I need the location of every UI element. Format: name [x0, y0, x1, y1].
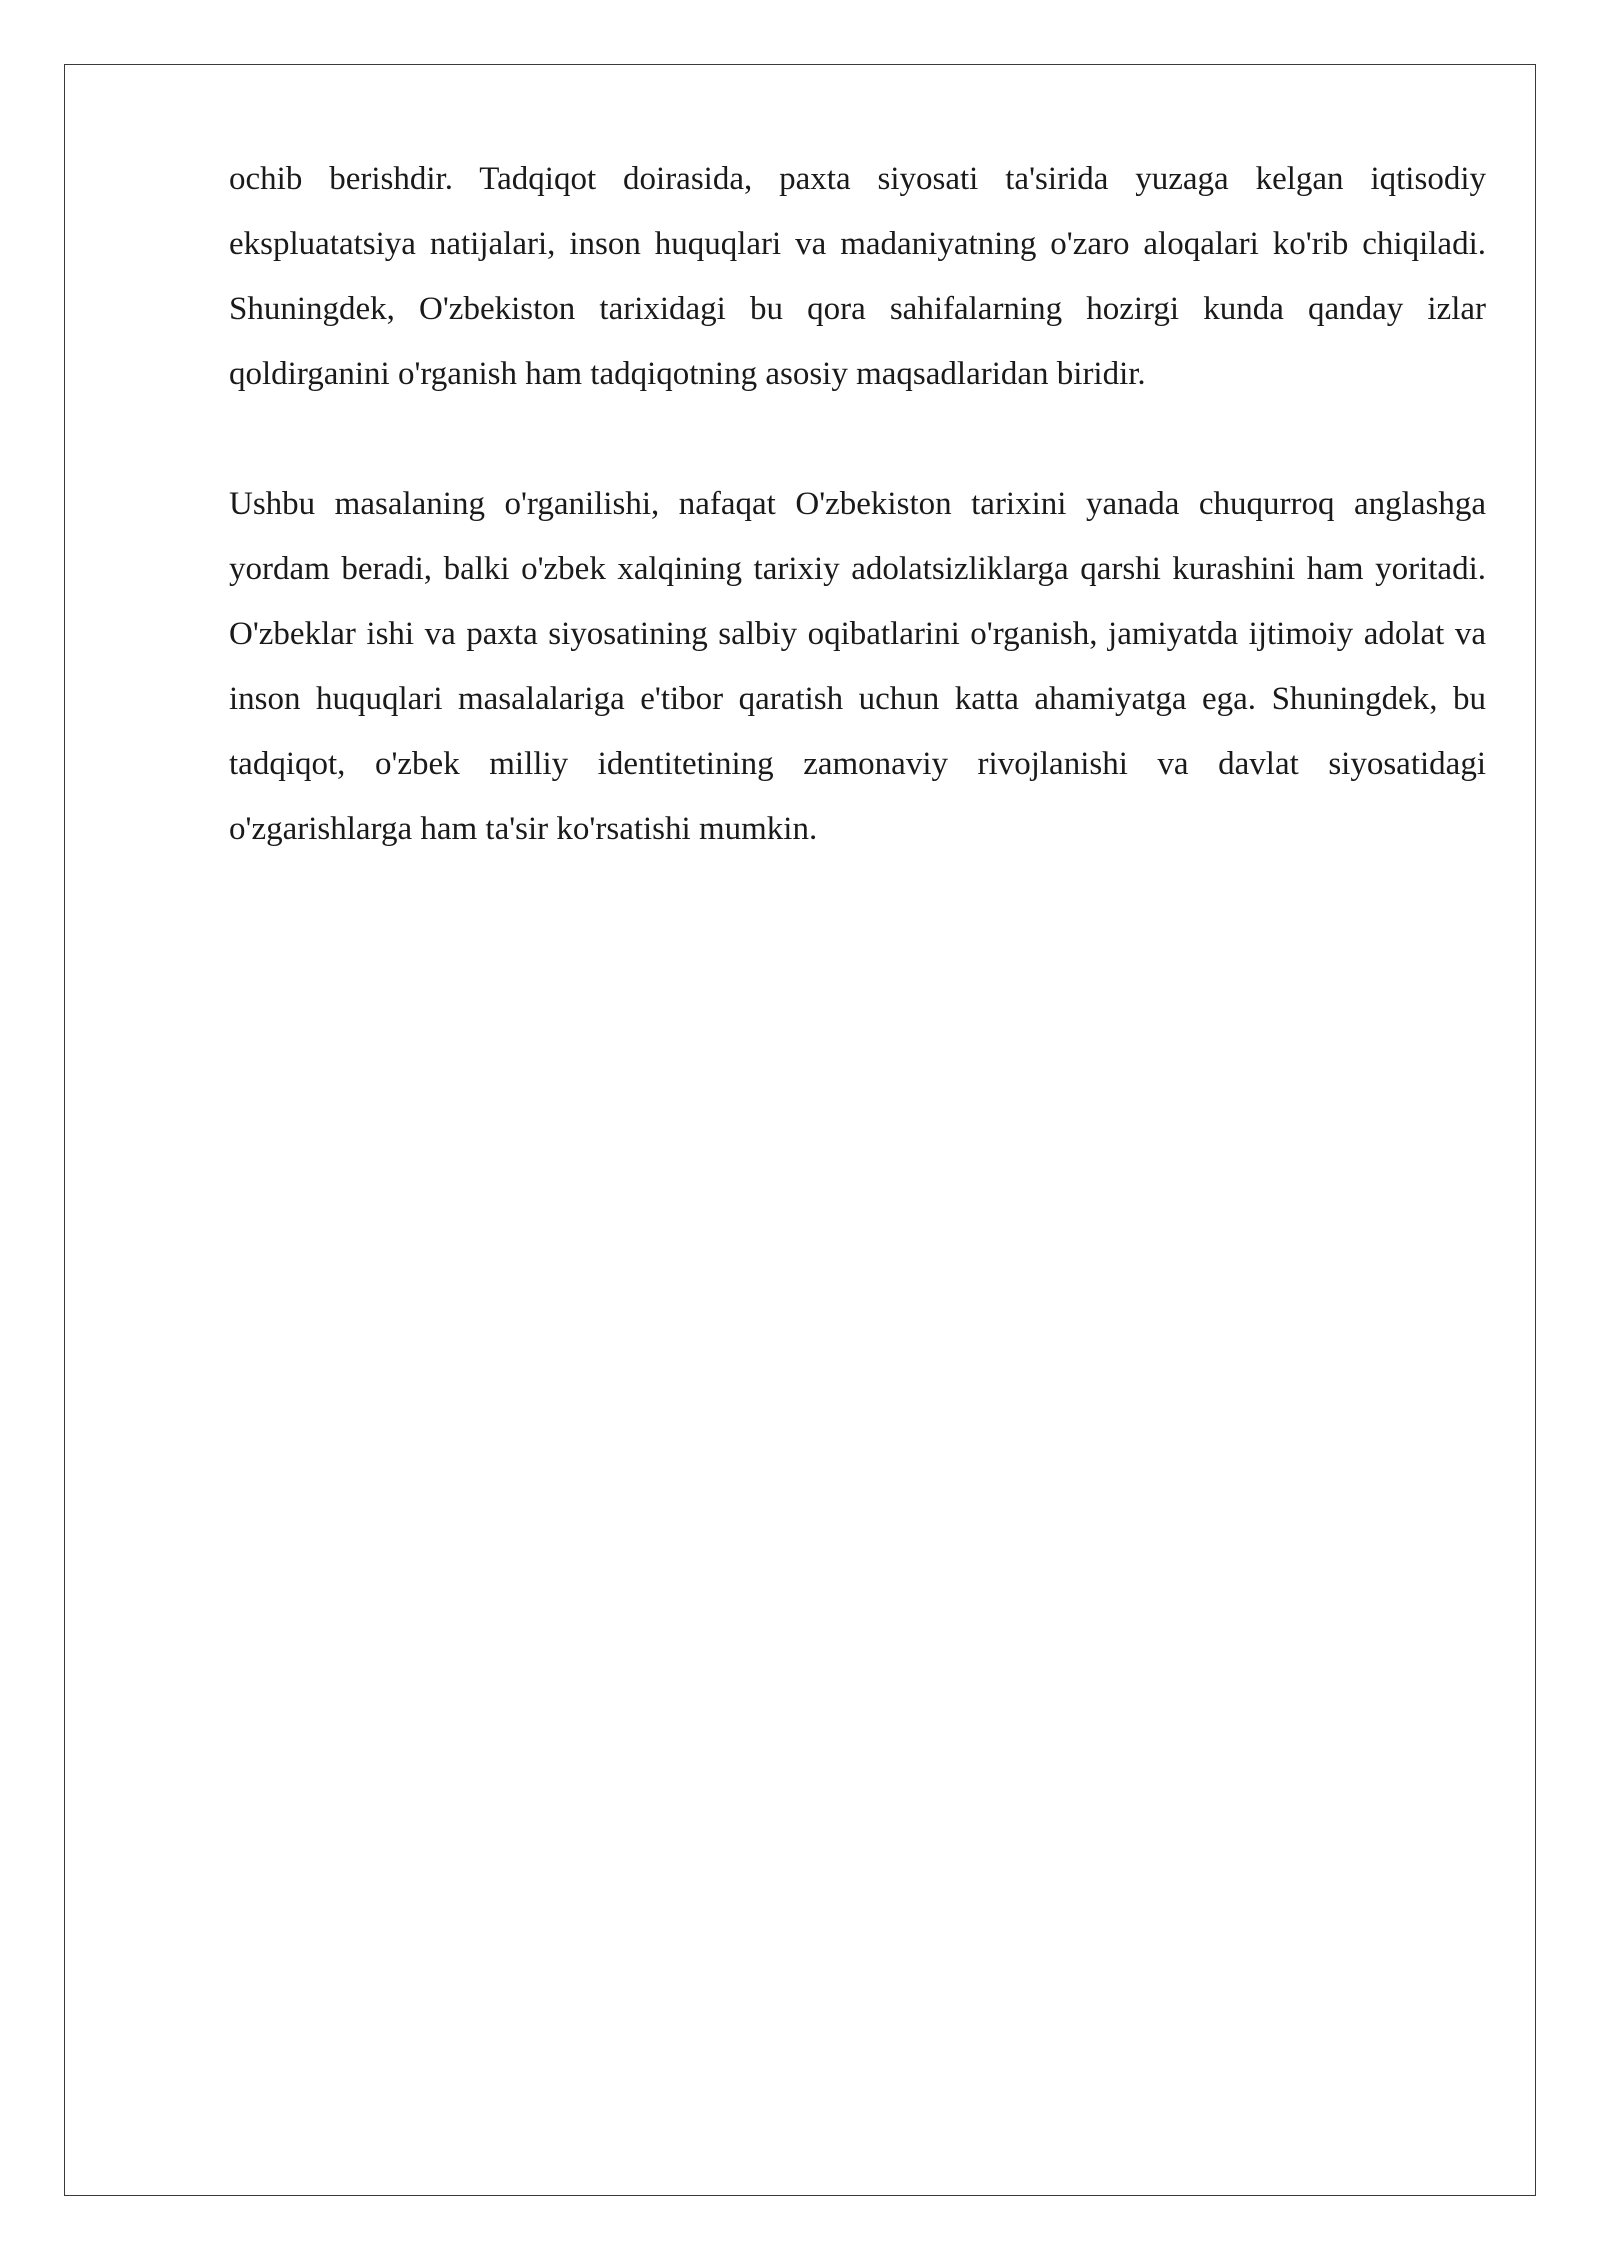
paragraph-2: Ushbu masalaning o'rganilishi, nafaqat O'zbekiston tarixini yanada chuqurroq anglashga yordam beradi, balki o'zbek xalqining tarixiy adolatsizliklarga qarshi kurashini ham yoritadi. O'zbeklar ishi va paxta siyosatining salbiy oqibatlarini o'rganish, jamiyatda ijtimoiy adolat va inson huquqlari masalalariga e'tibor qaratish uchun katta ahamiyatga ega. Shuningdek, bu tadqiqot, o'zbek milliy identitetining zamonaviy rivojlanishi va davlat siyosatidagi o'zgarishlarga ham ta'sir ko'rsatishi mumkin.: [229, 486, 1486, 847]
paragraph-1: ochib berishdir. Tadqiqot doirasida, paxta siyosati ta'sirida yuzaga kelgan iqtisodiy ekspluatatsiya natijalari, inson huquqlari va madaniyatning o'zaro aloqalari ko'rib chiqiladi. Shuningdek, O'zbekiston tarixidagi bu qora sahifalarning hozirgi kunda qanday izlar qoldirganini o'rganish ham tadqiqotning asosiy maqsadlaridan biridir.: [229, 161, 1486, 392]
document-body: [229, 147, 1486, 862]
